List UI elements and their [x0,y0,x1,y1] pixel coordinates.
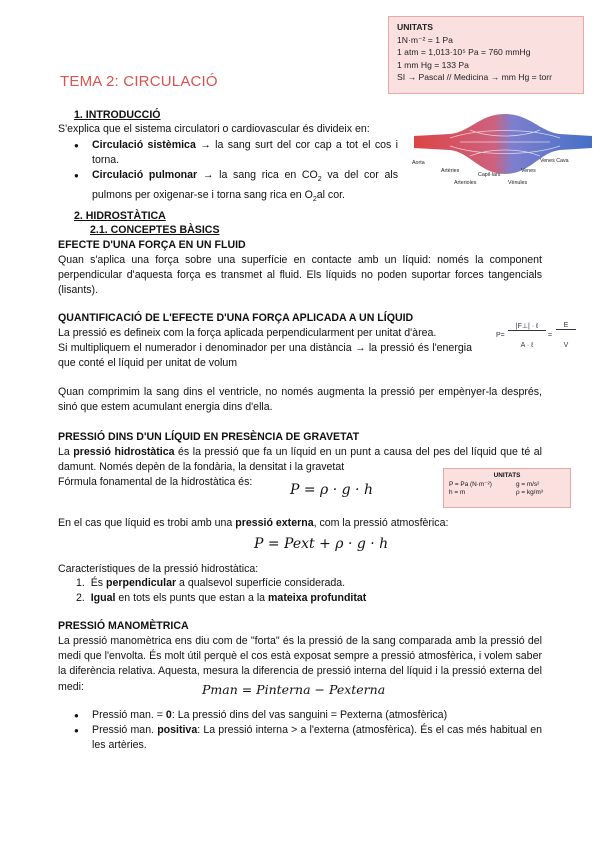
heading-quantification: QUANTIFICACIÓ DE L'EFECTE D'UNA FORÇA APLICADA A UN LÍQUID [58,312,414,324]
label-arterioles: Arterioles [454,180,477,186]
label-arteries: Artèries [441,168,460,174]
label-capillaries: Capil·lars [478,172,501,178]
formula-manometric: Pman = Pinterna − Pexterna [202,682,386,697]
label-veins: Venes [521,168,536,174]
bullet-systemic: ● Circulació sistèmica → la sang surt del cor cap a tot el cos i torna. [58,138,398,168]
characteristics-list [58,576,542,606]
formula-external: P = Pext + ρ · g · h [254,536,389,552]
para-gravity-formula-label: Fórmula fonamental de la hidrostàtica és: [58,476,253,488]
units-line-2: 1 atm = 1,013·10⁵ Pa = 760 mmHg [397,47,531,57]
label-aorta: Aorta [412,160,425,166]
characteristics-intro: Característiques de la pressió hidrostàtica: [58,563,259,575]
page-title: TEMA 2: CIRCULACIÓ [60,73,218,90]
manometric-bullets [58,708,542,754]
units-box [388,16,584,94]
bullet-man-zero: ● Pressió man. = 0: La pressió dins del vas sanguini = Pexterna (atmosfèrica) [58,708,542,723]
label-venules: Vènules [508,180,528,186]
para-external: En el cas que líquid es trobi amb una pressió externa, com la pressió atmosfèrica: [58,517,449,529]
formula-hydrostatic: P = ρ · g · h [290,482,373,498]
units-line-3: 1 mm Hg = 133 Pa [397,59,469,70]
heading-gravity: PRESSIÓ DINS D'UN LÍQUID EN PRESÈNCIA DE GRAVETAT [58,431,360,443]
units-line-4: SI → Pascal // Medicina → mm Hg = torr [397,72,552,82]
section-2-1-heading: 2.1. CONCEPTES BÀSICS [90,224,220,236]
section-2-heading: 2. HIDROSTÀTICA [74,210,166,222]
label-vena-cava: Venes Cava [540,158,569,164]
para-force: Quan s'aplica una força sobre una superfície en contacte amb un líquid: només la component perpendicular d'aquesta força es transmet al fluid. Els líquids no poden suportar forces tangencials (lisants). [58,254,542,297]
section-1-bullets [58,138,398,207]
heading-force: EFECTE D'UNA FORÇA EN UN FLUID [58,239,246,251]
characteristic-2: 2. Igual en tots els punts que estan a la mateixa profunditat [76,592,367,605]
bullet-pulmonary: ● Circulació pulmonar → la sang rica en $CO_2$ va del cor als pulmons per oxigenar-se i torna sang rica en $O_2al$ cor. [58,168,398,207]
section-1-intro: S'explica que el sistema circulatori o cardiovascular és divideix en: [58,123,370,135]
small-units-box: UNITATS P = Pa (N·m⁻²) g = m/s² h = m ρ = kg/m³ [443,468,571,508]
vessel-diagram [410,108,595,188]
para-quant-1: La pressió es defineix com la força aplicada perpendicularment per unitat d'àrea. [58,327,437,339]
characteristic-1: 1. És perpendicular a qualsevol superfície considerada. [76,577,346,589]
para-gravity: La pressió hidrostàtica és la pressió que fa un líquid en un punt a causa del pes del líquid que té al damunt. Només depèn de la fondària, la densitat i la gravetat [58,446,542,474]
section-1-heading: 1. INTRODUCCIÓ [74,109,161,121]
bullet-man-positive: ● Pressió man. positiva: La pressió interna > a l'externa (atmosfèrica). És el cas més habitual en les artèries. [58,723,542,753]
pressure-energy-formula: P= |F⊥| · ℓ A · ℓ = E V [496,318,584,358]
para-manometric: La pressió manomètrica ens diu com de "forta" és la pressió de la sang comparada amb la pressió del medi que l'envolta. És molt útil perquè el cos està exposat sempre a pressió atmosfèrica, i volem saber la diferència relativa. Aquesta, mesura la diferencia de pressió interna del líquid i la pressió externa del medi: [58,635,542,693]
para-quant-2: Si multipliquem el numerador i denominador per una distància → la pressió és l'energia que conté el líquid per unitat de volum [58,342,472,370]
units-line-1: 1N·m⁻² = 1 Pa [397,34,453,45]
units-title: UNITATS [397,22,433,32]
para-quant-3: Quan comprimim la sang dins el ventricle, no només augmenta la pressió per empènyer-la després, sinó que estem acumulant energia dins d'ella. [58,386,542,414]
heading-manometric: PRESSIÓ MANOMÈTRICA [58,620,189,632]
